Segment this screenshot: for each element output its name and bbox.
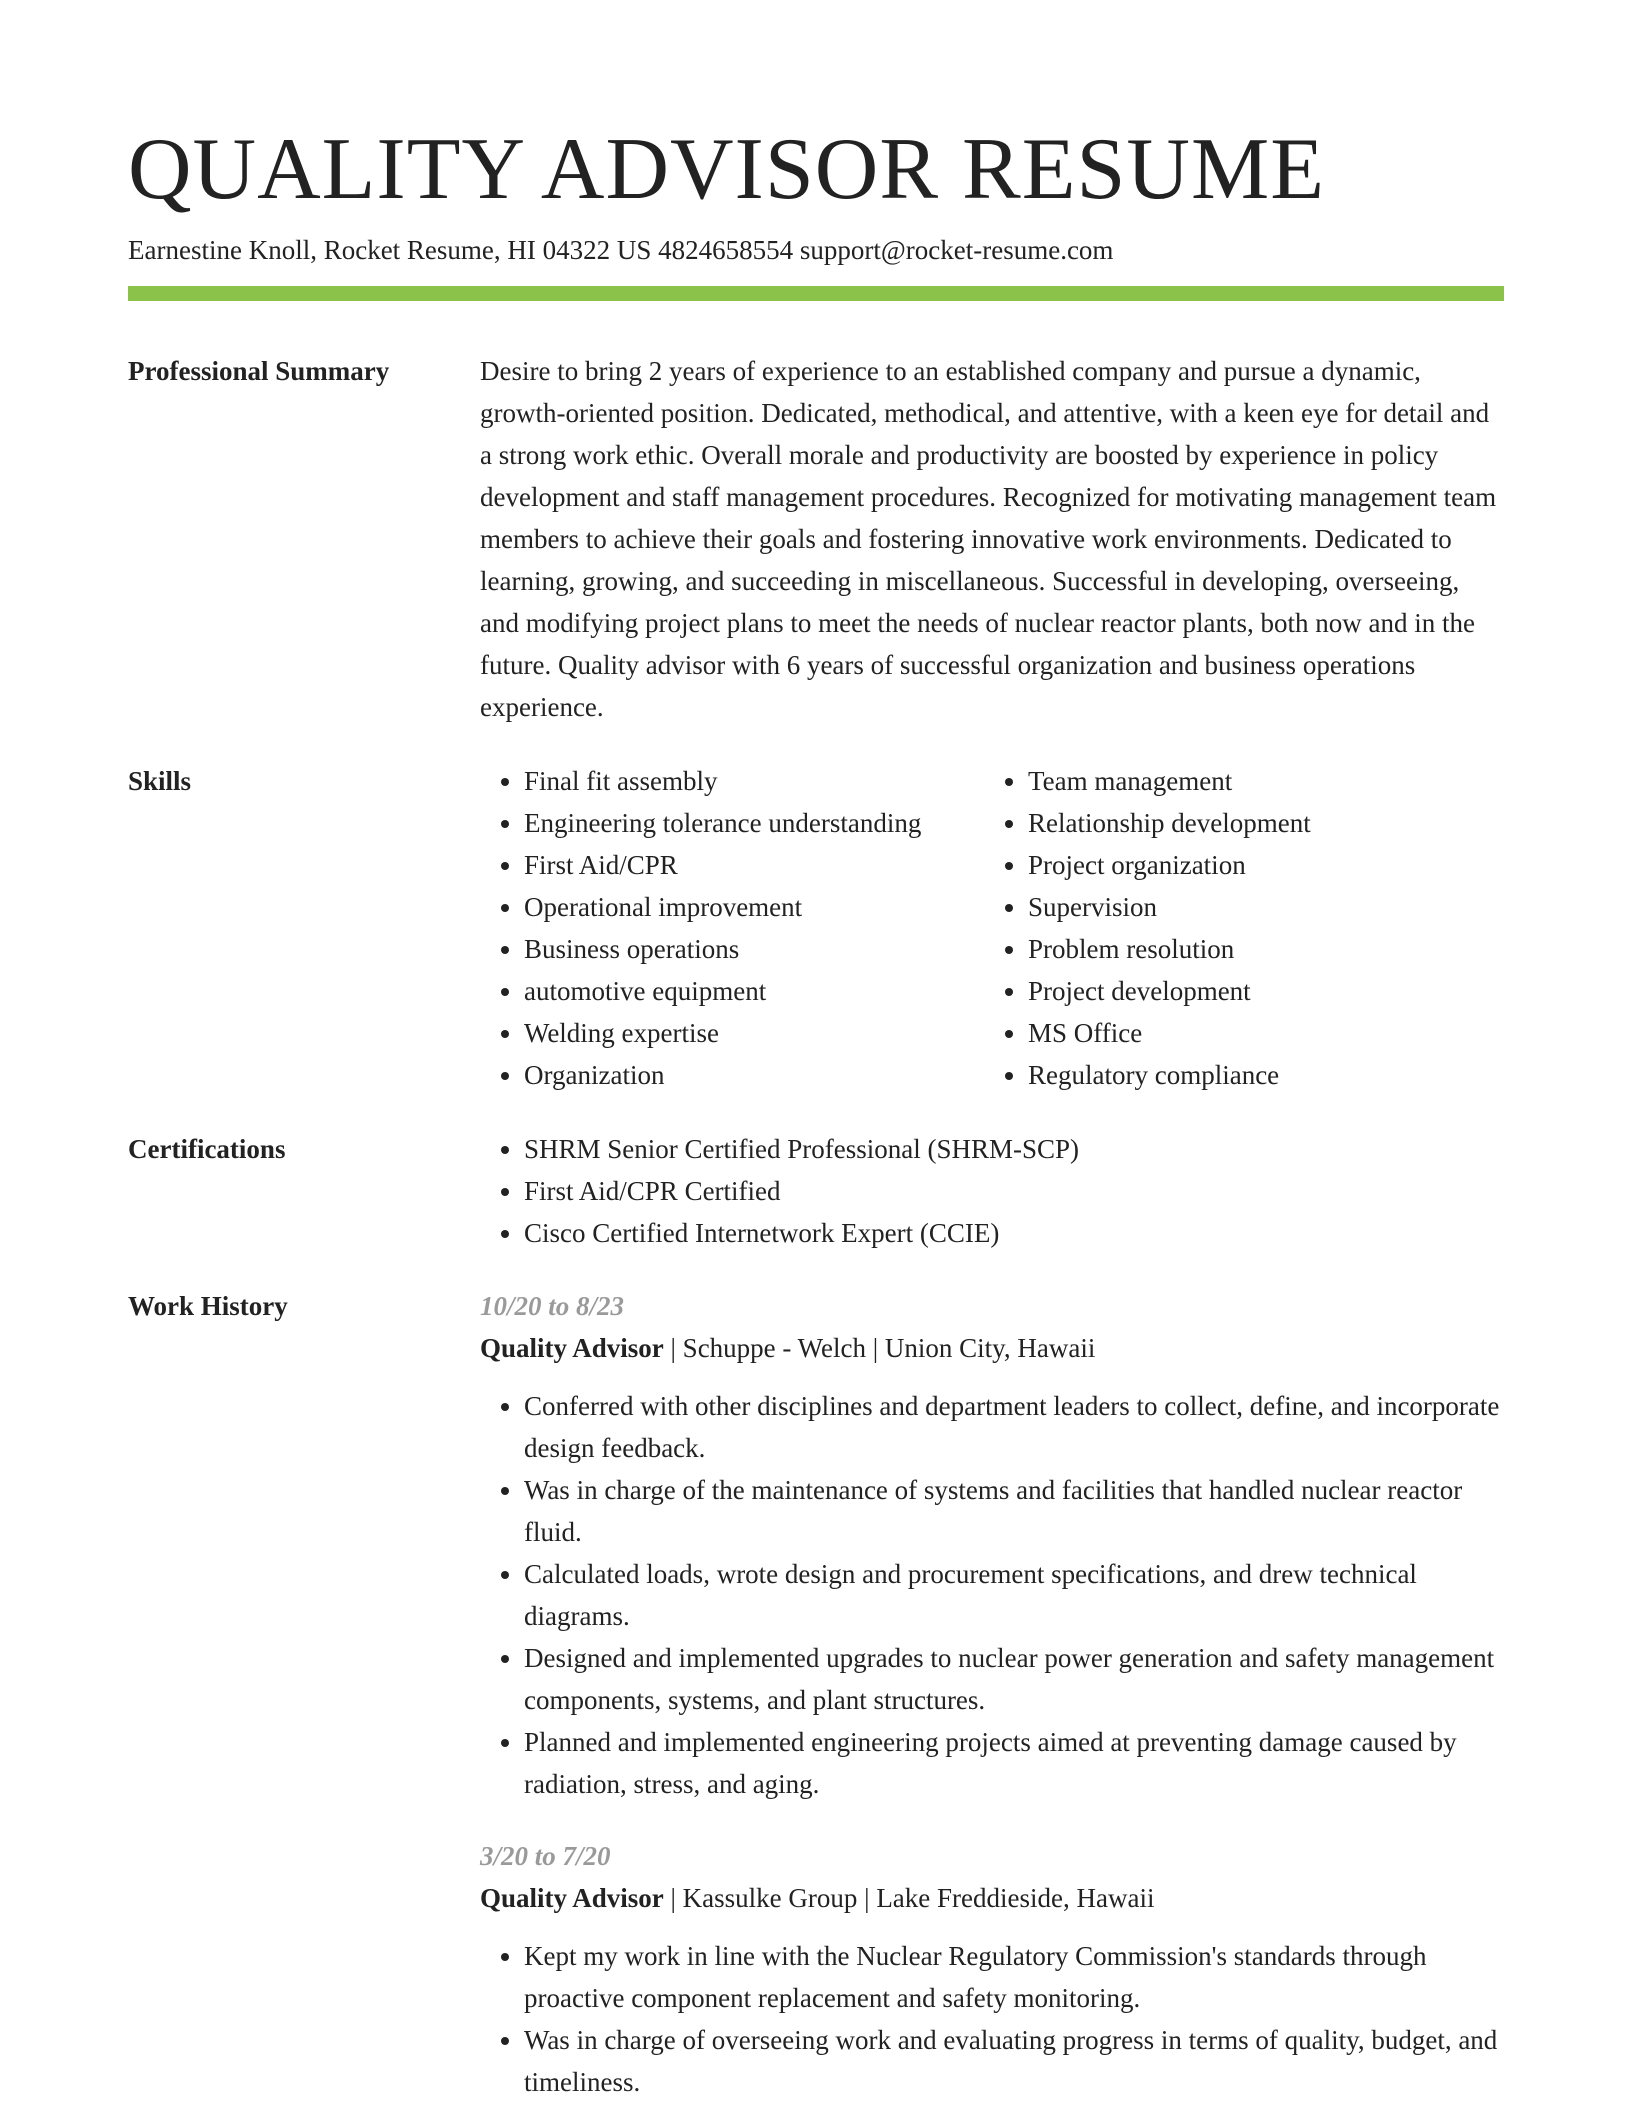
job-bullet: • Was in charge of overseeing work and evaluating progress in terms of quality, budget, and timeliness. bbox=[524, 2019, 1504, 2103]
job-dates: 10/20 to 8/23 bbox=[480, 1291, 625, 1321]
skills-body bbox=[480, 760, 1504, 1096]
skills-heading: Skills bbox=[128, 766, 192, 796]
skill-item: • Final fit assembly bbox=[524, 760, 984, 802]
resume-title: QUALITY ADVISOR RESUME bbox=[128, 121, 1325, 218]
contact-line: Earnestine Knoll, Rocket Resume, HI 04322 US 4824658554 support@rocket-resume.com bbox=[128, 235, 1114, 265]
job-role: Quality Advisor bbox=[480, 1333, 664, 1363]
work-history-body bbox=[480, 1285, 1504, 2103]
skill-item: • Project organization bbox=[1028, 844, 1488, 886]
job-bullet: • Conferred with other disciplines and department leaders to collect, define, and incorporate design feedback. bbox=[524, 1385, 1504, 1469]
certifications-heading: Certifications bbox=[128, 1134, 286, 1164]
summary-body bbox=[480, 350, 1504, 728]
skill-item: • Problem resolution bbox=[1028, 928, 1488, 970]
job-bullet: • Designed and implemented upgrades to nuclear power generation and safety management components, systems, and plant structures. bbox=[524, 1637, 1504, 1721]
skills-column-right bbox=[984, 760, 1488, 1096]
skill-item: • Team management bbox=[1028, 760, 1488, 802]
skill-item: • Welding expertise bbox=[524, 1012, 984, 1054]
job-bullet: • Planned and implemented engineering projects aimed at preventing damage caused by radiation, stress, and aging. bbox=[524, 1721, 1504, 1805]
skill-item: • Organization bbox=[524, 1054, 984, 1096]
job-role: Quality Advisor bbox=[480, 1883, 664, 1913]
work-history-heading: Work History bbox=[128, 1291, 288, 1321]
skill-item: • Regulatory compliance bbox=[1028, 1054, 1488, 1096]
job-company: | Schuppe - Welch | Union City, Hawaii bbox=[663, 1333, 1096, 1363]
job-bullet: • Calculated loads, wrote design and procurement specifications, and drew technical diagrams. bbox=[524, 1553, 1504, 1637]
job-title-line bbox=[480, 1877, 1504, 1919]
skill-item: • Business operations bbox=[524, 928, 984, 970]
job-bullets bbox=[480, 1935, 1504, 2103]
skill-item: • automotive equipment bbox=[524, 970, 984, 1012]
job-title-line bbox=[480, 1327, 1504, 1369]
job-entry bbox=[480, 1835, 1504, 2103]
skill-item: • MS Office bbox=[1028, 1012, 1488, 1054]
summary-text: Desire to bring 2 years of experience to an established company and pursue a dynamic, growth-oriented position. Dedicated, methodical, and attentive, with a keen eye for detail and a strong work ethic. Overall morale and productivity are boosted by experience in policy development and staff management procedures. Recognized for motivating management team members to achieve their goals and fostering innovative work environments. Dedicated to learning, growing, and succeeding in miscellaneous. Successful in developing, overseeing, and modifying project plans to meet the needs of nuclear reactor plants, both now and in the future. Quality advisor with 6 years of successful organization and business operations experience. bbox=[480, 356, 1497, 722]
skill-item: • First Aid/CPR bbox=[524, 844, 984, 886]
job-bullets bbox=[480, 1385, 1504, 1805]
certification-item: • First Aid/CPR Certified bbox=[524, 1170, 1504, 1212]
certification-item: • Cisco Certified Internetwork Expert (CCIE) bbox=[524, 1212, 1504, 1254]
skill-item: • Relationship development bbox=[1028, 802, 1488, 844]
skill-item: • Project development bbox=[1028, 970, 1488, 1012]
certification-item: • SHRM Senior Certified Professional (SHRM-SCP) bbox=[524, 1128, 1504, 1170]
certifications-body bbox=[480, 1128, 1504, 1254]
job-company: | Kassulke Group | Lake Freddieside, Hawaii bbox=[663, 1883, 1155, 1913]
skill-item: • Operational improvement bbox=[524, 886, 984, 928]
skills-column-left bbox=[480, 760, 984, 1096]
skill-item: • Engineering tolerance understanding bbox=[524, 802, 984, 844]
summary-heading: Professional Summary bbox=[128, 356, 390, 386]
skill-item: • Supervision bbox=[1028, 886, 1488, 928]
job-bullet: • Kept my work in line with the Nuclear Regulatory Commission's standards through proactive component replacement and safety monitoring. bbox=[524, 1935, 1504, 2019]
header-divider bbox=[128, 286, 1504, 301]
job-dates: 3/20 to 7/20 bbox=[480, 1841, 611, 1871]
job-bullet: • Was in charge of the maintenance of systems and facilities that handled nuclear reactor fluid. bbox=[524, 1469, 1504, 1553]
job-entry bbox=[480, 1285, 1504, 1805]
